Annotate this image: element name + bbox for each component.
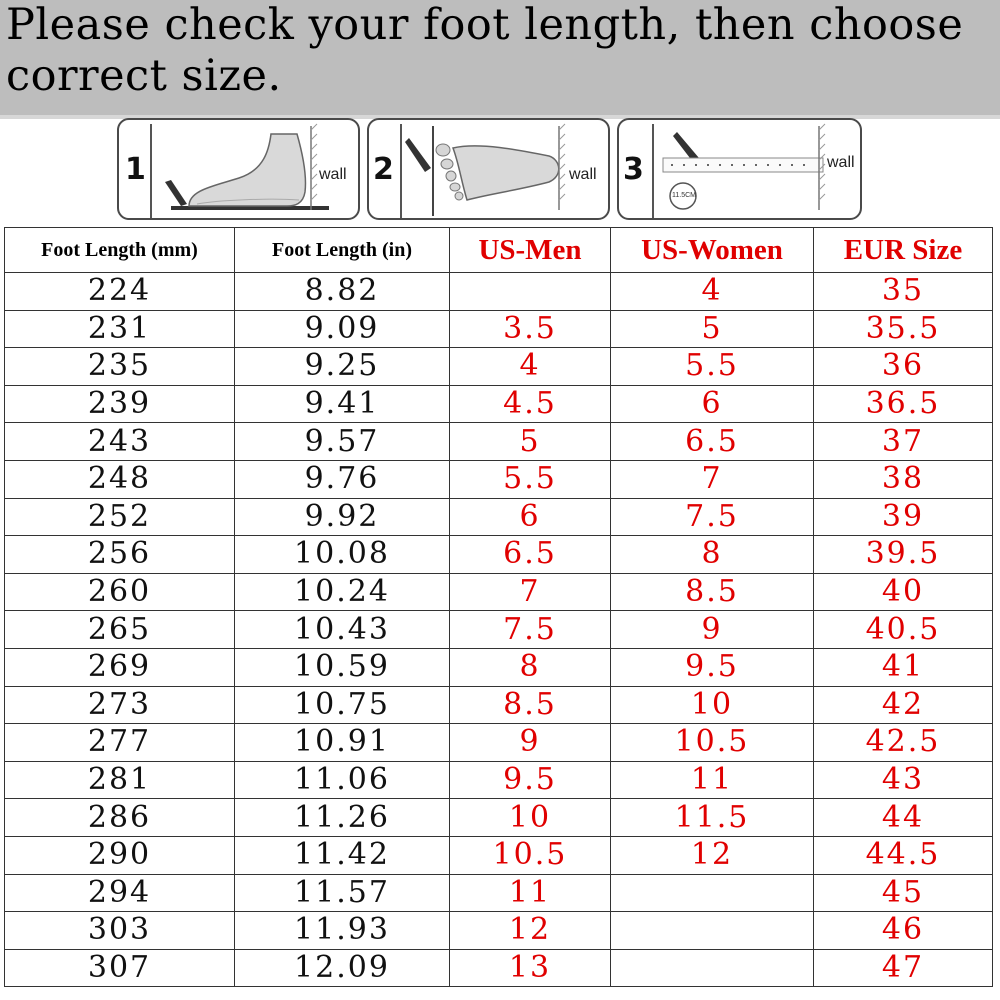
cell-foot-length-mm: 256 — [5, 536, 235, 574]
cell-foot-length-mm: 286 — [5, 799, 235, 837]
table-row — [5, 874, 993, 912]
cell-us-women: 6 — [611, 385, 814, 423]
cell-eur-size: 40.5 — [814, 611, 993, 649]
size-chart-table — [4, 227, 993, 987]
cell-eur-size: 37 — [814, 423, 993, 461]
cell-foot-length-in: 11.42 — [235, 836, 450, 874]
cell-us-men — [450, 273, 611, 311]
tape-measure-label: 11.5CM — [672, 192, 696, 199]
cell-eur-size: 45 — [814, 874, 993, 912]
cell-us-men: 5.5 — [450, 460, 611, 498]
wall-label: wall — [827, 154, 855, 171]
cell-eur-size: 42 — [814, 686, 993, 724]
cell-us-women: 4 — [611, 273, 814, 311]
cell-foot-length-mm: 235 — [5, 348, 235, 386]
cell-us-women: 12 — [611, 836, 814, 874]
cell-foot-length-in: 12.09 — [235, 949, 450, 987]
cell-us-men: 6.5 — [450, 536, 611, 574]
cell-us-men: 3.5 — [450, 310, 611, 348]
cell-foot-length-in: 10.91 — [235, 724, 450, 762]
table-row — [5, 536, 993, 574]
cell-us-women: 10.5 — [611, 724, 814, 762]
instruction-text: Please check your foot length, then choose correct size. — [6, 0, 964, 101]
cell-foot-length-mm: 307 — [5, 949, 235, 987]
cell-eur-size: 38 — [814, 460, 993, 498]
cell-us-men: 9.5 — [450, 761, 611, 799]
table-row — [5, 686, 993, 724]
cell-foot-length-mm: 269 — [5, 648, 235, 686]
cell-eur-size: 36 — [814, 348, 993, 386]
cell-eur-size: 44.5 — [814, 836, 993, 874]
cell-eur-size: 39.5 — [814, 536, 993, 574]
table-row — [5, 724, 993, 762]
header-foot-length-in: Foot Length (in) — [235, 228, 450, 273]
cell-us-women — [611, 912, 814, 950]
cell-us-men: 7 — [450, 573, 611, 611]
step-3-panel — [617, 118, 862, 220]
cell-foot-length-in: 9.25 — [235, 348, 450, 386]
cell-us-women: 7.5 — [611, 498, 814, 536]
cell-eur-size: 39 — [814, 498, 993, 536]
step-number: 1 — [125, 152, 146, 187]
table-body — [5, 273, 993, 987]
step-number: 2 — [373, 152, 394, 187]
cell-us-women — [611, 949, 814, 987]
cell-us-women: 9 — [611, 611, 814, 649]
cell-us-men: 5 — [450, 423, 611, 461]
cell-foot-length-mm: 277 — [5, 724, 235, 762]
table-row — [5, 573, 993, 611]
cell-us-women: 11 — [611, 761, 814, 799]
cell-us-women: 10 — [611, 686, 814, 724]
header-us-women: US-Women — [611, 228, 814, 273]
cell-foot-length-in: 10.43 — [235, 611, 450, 649]
cell-foot-length-in: 11.06 — [235, 761, 450, 799]
cell-us-men: 8 — [450, 648, 611, 686]
table-row — [5, 912, 993, 950]
cell-eur-size: 46 — [814, 912, 993, 950]
cell-foot-length-mm: 290 — [5, 836, 235, 874]
table-row — [5, 423, 993, 461]
cell-us-women: 9.5 — [611, 648, 814, 686]
cell-eur-size: 36.5 — [814, 385, 993, 423]
cell-eur-size: 35 — [814, 273, 993, 311]
instruction-banner — [0, 0, 1000, 118]
cell-us-men: 11 — [450, 874, 611, 912]
table-row — [5, 799, 993, 837]
cell-foot-length-in: 9.76 — [235, 460, 450, 498]
table-row — [5, 648, 993, 686]
cell-us-women: 8 — [611, 536, 814, 574]
table-row — [5, 498, 993, 536]
cell-foot-length-in: 11.93 — [235, 912, 450, 950]
cell-us-men: 9 — [450, 724, 611, 762]
step-2-panel — [367, 118, 610, 220]
step-number: 3 — [623, 152, 644, 187]
table-row — [5, 460, 993, 498]
cell-eur-size: 42.5 — [814, 724, 993, 762]
cell-us-men: 8.5 — [450, 686, 611, 724]
table-row — [5, 611, 993, 649]
cell-foot-length-in: 10.24 — [235, 573, 450, 611]
table-row — [5, 385, 993, 423]
cell-eur-size: 35.5 — [814, 310, 993, 348]
cell-foot-length-in: 11.26 — [235, 799, 450, 837]
cell-eur-size: 41 — [814, 648, 993, 686]
cell-foot-length-mm: 265 — [5, 611, 235, 649]
cell-eur-size: 43 — [814, 761, 993, 799]
cell-foot-length-mm: 248 — [5, 460, 235, 498]
table-row — [5, 348, 993, 386]
cell-us-women: 7 — [611, 460, 814, 498]
cell-foot-length-mm: 243 — [5, 423, 235, 461]
cell-us-women: 8.5 — [611, 573, 814, 611]
cell-us-men: 4.5 — [450, 385, 611, 423]
cell-foot-length-mm: 281 — [5, 761, 235, 799]
cell-foot-length-in: 8.82 — [235, 273, 450, 311]
table-row — [5, 761, 993, 799]
cell-us-women: 11.5 — [611, 799, 814, 837]
cell-foot-length-mm: 224 — [5, 273, 235, 311]
cell-foot-length-mm: 252 — [5, 498, 235, 536]
cell-us-women — [611, 874, 814, 912]
table-row — [5, 949, 993, 987]
cell-foot-length-in: 10.08 — [235, 536, 450, 574]
cell-us-men: 4 — [450, 348, 611, 386]
cell-us-men: 12 — [450, 912, 611, 950]
cell-foot-length-mm: 303 — [5, 912, 235, 950]
cell-us-men: 13 — [450, 949, 611, 987]
cell-us-men: 7.5 — [450, 611, 611, 649]
table-row — [5, 273, 993, 311]
measuring-tape-icon — [619, 120, 862, 220]
cell-foot-length-mm: 260 — [5, 573, 235, 611]
cell-foot-length-in: 11.57 — [235, 874, 450, 912]
cell-us-men: 10.5 — [450, 836, 611, 874]
cell-eur-size: 40 — [814, 573, 993, 611]
cell-foot-length-in: 9.41 — [235, 385, 450, 423]
cell-us-men: 10 — [450, 799, 611, 837]
cell-foot-length-in: 9.92 — [235, 498, 450, 536]
cell-eur-size: 47 — [814, 949, 993, 987]
cell-us-men: 6 — [450, 498, 611, 536]
cell-eur-size: 44 — [814, 799, 993, 837]
cell-us-women: 6.5 — [611, 423, 814, 461]
cell-us-women: 5.5 — [611, 348, 814, 386]
table-header-row — [5, 228, 993, 273]
table-row — [5, 836, 993, 874]
header-foot-length-mm: Foot Length (mm) — [5, 228, 235, 273]
cell-foot-length-in: 10.75 — [235, 686, 450, 724]
cell-foot-length-mm: 231 — [5, 310, 235, 348]
cell-foot-length-in: 10.59 — [235, 648, 450, 686]
cell-foot-length-mm: 239 — [5, 385, 235, 423]
table-row — [5, 310, 993, 348]
step-1-panel — [117, 118, 360, 220]
cell-foot-length-mm: 273 — [5, 686, 235, 724]
cell-foot-length-in: 9.57 — [235, 423, 450, 461]
cell-foot-length-in: 9.09 — [235, 310, 450, 348]
header-eur-size: EUR Size — [814, 228, 993, 273]
cell-foot-length-mm: 294 — [5, 874, 235, 912]
wall-label: wall — [569, 166, 597, 183]
cell-us-women: 5 — [611, 310, 814, 348]
wall-label: wall — [319, 166, 347, 183]
header-us-men: US-Men — [450, 228, 611, 273]
